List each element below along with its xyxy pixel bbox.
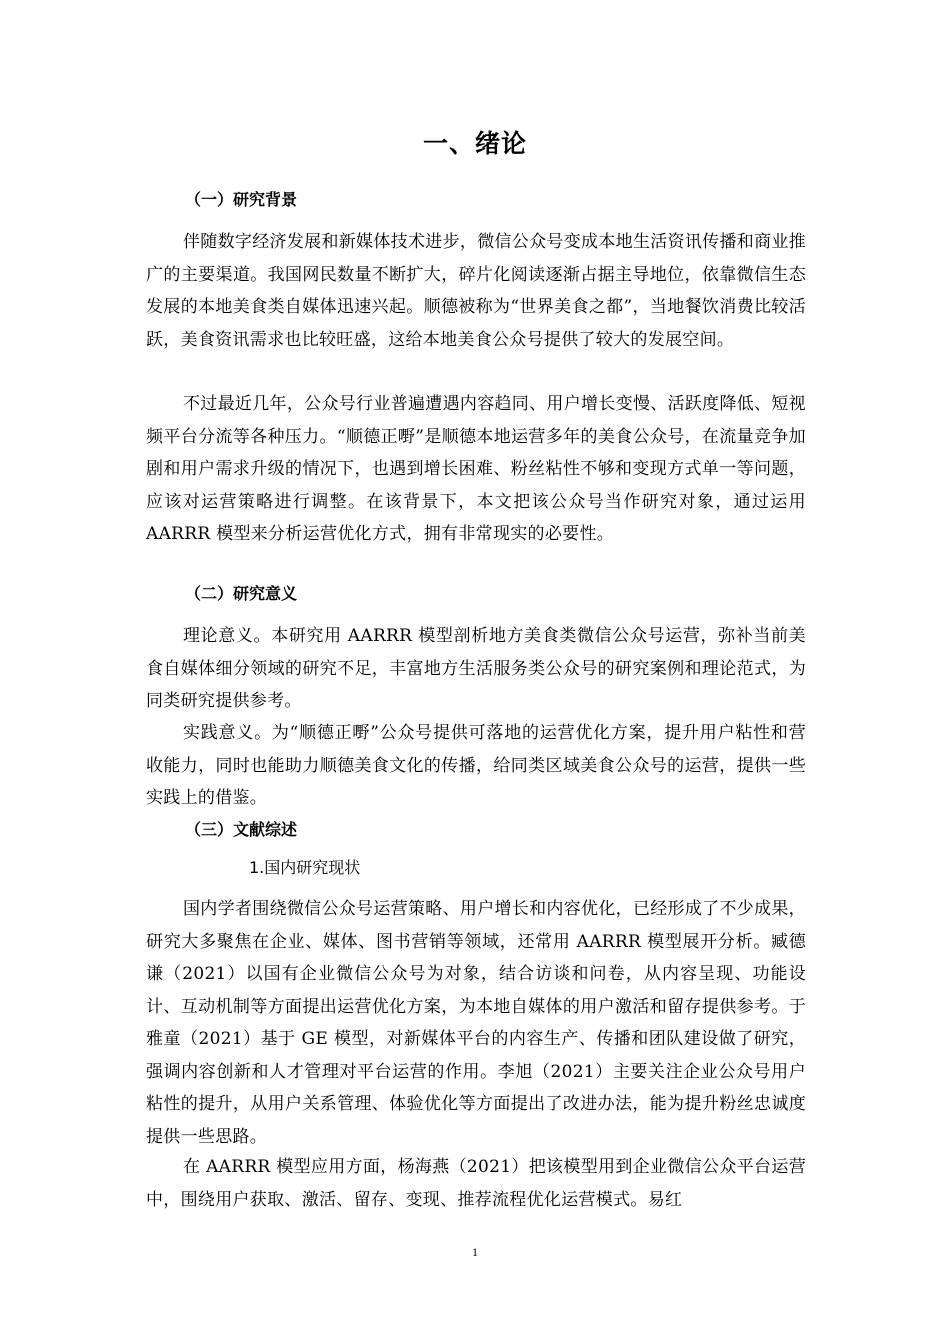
- paragraph-literature-2: 在 AARRR 模型应用方面，杨海燕（2021）把该模型用到企业微信公众平台运营中，围绕用户获取、激活、留存、变现、推荐流程优化运营模式。易红: [146, 1157, 806, 1210]
- paragraph-literature-1: 国内学者围绕微信公众号运营策略、用户增长和内容优化，已经形成了不少成果，研究大多聚焦在企业、媒体、图书营销等领域，还常用 AARRR 模型展开分析。臧德谦（2021）以国有企业微信公众号为对象，结合访谈和问卷，从内容呈现、功能设计、互动机制等方面提出运营优化方案，为本地自媒体的用户激活和留存提供参考。于雅童（2021）基于 GE 模型，对新媒体平台的内容生产、传播和团队建设做了研究，强调内容创新和人才管理对平台运营的作用。李旭（2021）主要关注企业公众号用户粘性的提升，从用户关系管理、体验优化等方面提出了改进办法，能为提升粉丝忠诚度提供一些思路。: [146, 899, 806, 1147]
- section-heading-significance: （二）研究意义: [185, 584, 298, 603]
- paragraph-background-2: 不过最近几年，公众号行业普遍遭遇内容趋同、用户增长变慢、活跃度降低、短视频平台分流等各种压力。“顺德正嘢”是顺德本地运营多年的美食公众号，在流量竞争加剧和用户需求升级的情况下，也遇到增长困难、粉丝粘性不够和变现方式单一等问题，应该对运营策略进行调整。在该背景下，本文把该公众号当作研究对象，通过运用 AARRR 模型来分析运营优化方式，拥有非常现实的必要性。: [146, 394, 806, 544]
- paragraph-background-1: 伴随数字经济发展和新媒体技术进步，微信公众号变成本地生活资讯传播和商业推广的主要渠道。我国网民数量不断扩大，碎片化阅读逐渐占据主导地位，依靠微信生态发展的本地美食类自媒体迅速兴起。顺德被称为“世界美食之都”，当地餐饮消费比较活跃，美食资讯需求也比较旺盛，这给本地美食公众号提供了较大的发展空间。: [146, 232, 806, 350]
- section-heading-literature: （三）文献综述: [185, 820, 298, 839]
- paragraph-significance-1: 理论意义。本研究用 AARRR 模型剖析地方美食类微信公众号运营，弥补当前美食自媒体细分领域的研究不足，丰富地方生活服务类公众号的研究案例和理论范式，为同类研究提供参考。: [146, 626, 806, 711]
- paragraph-significance-2: 实践意义。为“顺德正嘢”公众号提供可落地的运营优化方案，提升用户粘性和营收能力，同时也能助力顺德美食文化的传播，给同类区域美食公众号的运营，提供一些实践上的借鉴。: [146, 723, 806, 808]
- subheading-domestic-research: 1.国内研究现状: [249, 858, 361, 877]
- section-heading-background: （一）研究背景: [185, 190, 298, 209]
- chapter-title: 一、绪论: [422, 129, 527, 158]
- page-number: 1: [472, 1245, 478, 1259]
